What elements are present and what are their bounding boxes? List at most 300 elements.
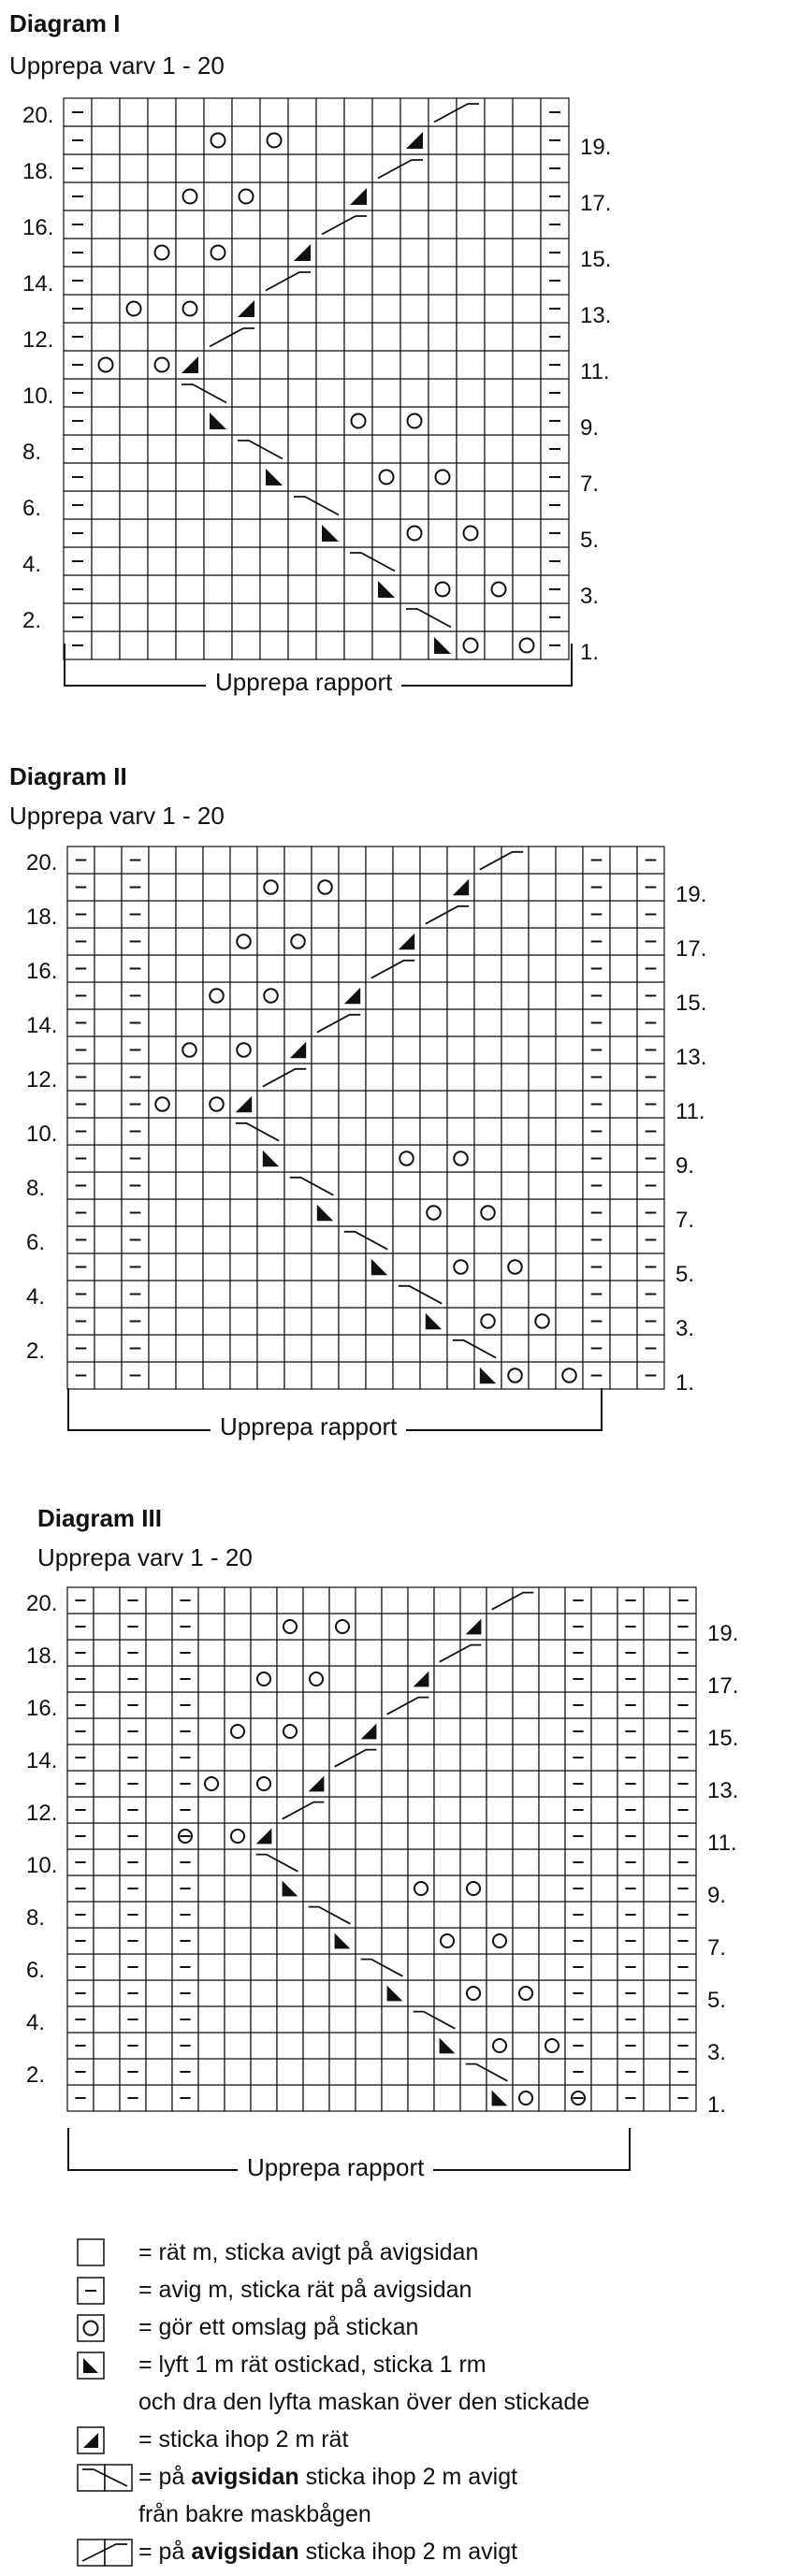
stitch-cell xyxy=(198,1692,225,1718)
stitch-cell xyxy=(204,210,232,239)
stitch-cell xyxy=(366,1036,393,1064)
legend-skpo-line2: och dra den lyfta maskan över den stickade xyxy=(138,2389,590,2415)
stitch-cell xyxy=(366,1145,393,1172)
stitch-cell xyxy=(457,407,485,435)
stitch-cell xyxy=(149,847,176,874)
stitch-cell xyxy=(198,1797,225,1823)
row-label-odd: 17. xyxy=(676,935,707,962)
stitch-cell xyxy=(312,1118,339,1145)
stitch-cell xyxy=(120,435,148,463)
row-label-even: 6. xyxy=(26,1230,46,1256)
stitch-cell xyxy=(539,2085,565,2111)
stitch-cell xyxy=(408,1587,434,1614)
stitch-cell xyxy=(257,1308,284,1335)
stitch-cell xyxy=(366,928,393,955)
stitch-cell xyxy=(225,1666,251,1692)
stitch-cell xyxy=(420,874,447,901)
stitch-cell xyxy=(429,154,457,182)
row-label-even: 10. xyxy=(26,1853,58,1879)
stitch-cell xyxy=(457,239,485,267)
stitch-cell xyxy=(513,435,541,463)
stitch-cell xyxy=(344,575,372,603)
stitch-cell xyxy=(539,1980,565,2006)
stitch-cell xyxy=(94,1640,120,1666)
legend-yarn-over: = gör ett omslag på stickan xyxy=(138,2314,419,2340)
stitch-cell xyxy=(232,463,260,491)
stitch-cell xyxy=(329,2033,356,2059)
stitch-cell xyxy=(149,1253,176,1281)
diagram-1-grid xyxy=(63,97,570,660)
row-label-even: 20. xyxy=(22,102,54,128)
stitch-cell xyxy=(447,982,474,1009)
stitch-cell xyxy=(225,1797,251,1823)
stitch-cell xyxy=(149,1064,176,1091)
stitch-cell xyxy=(277,1744,303,1771)
stitch-cell xyxy=(312,955,339,982)
stitch-cell xyxy=(94,1614,120,1640)
stitch-cell xyxy=(257,928,284,955)
row-label-odd: 7. xyxy=(580,471,600,497)
p2togtbl-symbol xyxy=(77,2464,133,2492)
stitch-cell xyxy=(460,1692,487,1718)
stitch-cell xyxy=(356,1614,382,1640)
stitch-cell xyxy=(408,1797,434,1823)
stitch-cell xyxy=(513,2006,539,2033)
stitch-cell xyxy=(339,1335,366,1362)
stitch-cell xyxy=(176,955,203,982)
stitch-cell xyxy=(372,519,400,547)
stitch-cell xyxy=(591,1692,617,1718)
stitch-cell xyxy=(556,955,583,982)
stitch-cell xyxy=(288,603,316,631)
stitch-cell xyxy=(644,1718,670,1744)
stitch-cell xyxy=(591,2006,617,2033)
stitch-cell xyxy=(203,847,230,874)
stitch-cell xyxy=(485,547,513,575)
stitch-cell xyxy=(382,1718,408,1744)
stitch-cell xyxy=(610,982,637,1009)
stitch-cell xyxy=(312,928,339,955)
stitch-cell xyxy=(316,435,344,463)
stitch-cell xyxy=(94,1091,122,1118)
stitch-cell xyxy=(284,874,312,901)
stitch-cell xyxy=(529,1118,556,1145)
stitch-cell xyxy=(288,575,316,603)
stitch-cell xyxy=(120,491,148,519)
row-label-odd: 19. xyxy=(707,1621,739,1647)
stitch-cell xyxy=(94,901,122,928)
stitch-cell xyxy=(501,1064,529,1091)
stitch-cell xyxy=(329,1823,356,1849)
stitch-cell xyxy=(225,1771,251,1797)
stitch-cell xyxy=(556,874,583,901)
stitch-cell xyxy=(356,1954,382,1980)
stitch-cell xyxy=(501,901,529,928)
stitch-cell xyxy=(366,1199,393,1226)
row-label-odd: 7. xyxy=(676,1207,695,1233)
stitch-cell xyxy=(429,547,457,575)
stitch-cell xyxy=(203,901,230,928)
stitch-cell xyxy=(344,603,372,631)
stitch-cell xyxy=(284,928,312,955)
stitch-cell xyxy=(316,98,344,126)
stitch-cell xyxy=(303,2085,329,2111)
stitch-cell xyxy=(230,982,257,1009)
yarn-over-symbol xyxy=(77,2314,105,2342)
stitch-cell xyxy=(501,982,529,1009)
row-label-even: 14. xyxy=(26,1013,58,1039)
stitch-cell xyxy=(148,407,176,435)
stitch-cell xyxy=(434,1875,460,1902)
stitch-cell xyxy=(429,126,457,154)
stitch-cell xyxy=(92,239,120,267)
stitch-cell xyxy=(393,955,420,982)
stitch-cell xyxy=(434,1928,460,1954)
stitch-cell xyxy=(485,463,513,491)
stitch-cell xyxy=(610,928,637,955)
stitch-cell xyxy=(146,1980,172,2006)
stitch-cell xyxy=(303,1823,329,1849)
stitch-cell xyxy=(356,1980,382,2006)
stitch-cell xyxy=(485,182,513,210)
stitch-cell xyxy=(485,491,513,519)
stitch-cell xyxy=(176,267,204,295)
stitch-cell xyxy=(400,435,429,463)
stitch-cell xyxy=(610,1226,637,1253)
stitch-cell xyxy=(393,1091,420,1118)
stitch-cell xyxy=(312,1064,339,1091)
stitch-cell xyxy=(94,1362,122,1389)
stitch-cell xyxy=(329,2085,356,2111)
stitch-cell xyxy=(434,1744,460,1771)
stitch-cell xyxy=(176,1335,203,1362)
stitch-cell xyxy=(203,1145,230,1172)
stitch-cell xyxy=(420,847,447,874)
stitch-cell xyxy=(94,982,122,1009)
stitch-cell xyxy=(198,1875,225,1902)
stitch-cell xyxy=(251,2033,277,2059)
stitch-cell xyxy=(485,379,513,407)
stitch-cell xyxy=(176,1145,203,1172)
stitch-cell xyxy=(316,267,344,295)
stitch-cell xyxy=(487,2006,513,2033)
stitch-cell xyxy=(501,1145,529,1172)
stitch-cell xyxy=(501,1362,529,1389)
stitch-cell xyxy=(92,547,120,575)
row-label-even: 16. xyxy=(26,1696,58,1722)
stitch-cell xyxy=(198,1928,225,1954)
stitch-cell xyxy=(408,2006,434,2033)
stitch-cell xyxy=(447,1281,474,1308)
stitch-cell xyxy=(400,323,429,351)
stitch-cell xyxy=(408,1614,434,1640)
stitch-cell xyxy=(529,1199,556,1226)
legend-k2tog: = sticka ihop 2 m rät xyxy=(138,2426,349,2453)
stitch-cell xyxy=(257,847,284,874)
stitch-cell xyxy=(277,1823,303,1849)
stitch-cell xyxy=(408,1718,434,1744)
diagram-1-repeat-label: Upprepa rapport xyxy=(206,668,401,697)
stitch-cell xyxy=(474,928,501,955)
stitch-cell xyxy=(372,210,400,239)
stitch-cell xyxy=(539,1954,565,1980)
stitch-cell xyxy=(460,1587,487,1614)
stitch-cell xyxy=(149,1308,176,1335)
stitch-cell xyxy=(344,407,372,435)
stitch-cell xyxy=(277,1587,303,1614)
stitch-cell xyxy=(316,295,344,323)
stitch-cell xyxy=(232,547,260,575)
stitch-cell xyxy=(288,98,316,126)
stitch-cell xyxy=(284,1281,312,1308)
stitch-cell xyxy=(288,463,316,491)
stitch-cell xyxy=(460,1980,487,2006)
stitch-cell xyxy=(176,491,204,519)
stitch-cell xyxy=(339,1281,366,1308)
stitch-cell xyxy=(429,575,457,603)
stitch-cell xyxy=(230,1036,257,1064)
stitch-cell xyxy=(94,1308,122,1335)
stitch-cell xyxy=(539,1797,565,1823)
stitch-cell xyxy=(329,1954,356,1980)
stitch-cell xyxy=(230,1064,257,1091)
stitch-cell xyxy=(644,1902,670,1928)
stitch-cell xyxy=(556,1172,583,1199)
stitch-cell xyxy=(400,575,429,603)
stitch-cell xyxy=(176,379,204,407)
stitch-cell xyxy=(420,1335,447,1362)
stitch-cell xyxy=(513,547,541,575)
stitch-cell xyxy=(429,295,457,323)
stitch-cell xyxy=(556,1145,583,1172)
legend-knit: = rät m, sticka avigt på avigsidan xyxy=(138,2239,479,2265)
stitch-cell xyxy=(344,267,372,295)
stitch-cell xyxy=(203,1199,230,1226)
stitch-cell xyxy=(92,519,120,547)
row-label-even: 20. xyxy=(26,1591,58,1617)
stitch-cell xyxy=(644,1980,670,2006)
row-label-odd: 5. xyxy=(580,528,600,553)
stitch-cell xyxy=(277,2033,303,2059)
stitch-cell xyxy=(513,407,541,435)
stitch-cell xyxy=(460,2085,487,2111)
stitch-cell xyxy=(146,2085,172,2111)
stitch-cell xyxy=(316,463,344,491)
stitch-cell xyxy=(487,1718,513,1744)
stitch-cell xyxy=(556,982,583,1009)
stitch-cell xyxy=(303,1692,329,1718)
stitch-cell xyxy=(372,603,400,631)
stitch-cell xyxy=(457,379,485,407)
stitch-cell xyxy=(260,182,288,210)
stitch-cell xyxy=(485,295,513,323)
stitch-cell xyxy=(94,1744,120,1771)
stitch-cell xyxy=(513,1849,539,1875)
stitch-cell xyxy=(591,1823,617,1849)
stitch-cell xyxy=(260,547,288,575)
stitch-cell xyxy=(372,491,400,519)
stitch-cell xyxy=(92,98,120,126)
legend-p2togtbl: = på avigsidan sticka ihop 2 m avigt xyxy=(138,2464,518,2490)
row-label-odd: 19. xyxy=(676,881,707,907)
stitch-cell xyxy=(400,491,429,519)
stitch-cell xyxy=(257,901,284,928)
stitch-cell xyxy=(513,575,541,603)
stitch-cell xyxy=(591,1928,617,1954)
stitch-cell xyxy=(316,547,344,575)
stitch-cell xyxy=(460,1902,487,1928)
stitch-cell xyxy=(539,1587,565,1614)
stitch-cell xyxy=(94,1823,120,1849)
stitch-cell xyxy=(225,2006,251,2033)
stitch-cell xyxy=(529,955,556,982)
stitch-cell xyxy=(610,1172,637,1199)
row-label-even: 18. xyxy=(26,1643,58,1670)
stitch-cell xyxy=(429,182,457,210)
stitch-cell xyxy=(513,182,541,210)
stitch-cell xyxy=(372,435,400,463)
stitch-cell xyxy=(339,1308,366,1335)
stitch-cell xyxy=(457,575,485,603)
stitch-cell xyxy=(232,126,260,154)
stitch-cell xyxy=(408,1692,434,1718)
stitch-cell xyxy=(513,239,541,267)
stitch-cell xyxy=(529,1064,556,1091)
stitch-cell xyxy=(356,1875,382,1902)
stitch-cell xyxy=(529,1091,556,1118)
stitch-cell xyxy=(344,351,372,379)
stitch-cell xyxy=(232,267,260,295)
stitch-cell xyxy=(529,1281,556,1308)
stitch-cell xyxy=(513,1954,539,1980)
stitch-cell xyxy=(513,379,541,407)
stitch-cell xyxy=(92,126,120,154)
stitch-cell xyxy=(288,407,316,435)
stitch-cell xyxy=(312,1335,339,1362)
stitch-cell xyxy=(556,1253,583,1281)
stitch-cell xyxy=(344,126,372,154)
row-label-odd: 9. xyxy=(707,1883,727,1909)
stitch-cell xyxy=(356,1771,382,1797)
stitch-cell xyxy=(203,1118,230,1145)
stitch-cell xyxy=(203,1064,230,1091)
stitch-cell xyxy=(204,435,232,463)
stitch-cell xyxy=(339,1118,366,1145)
row-label-odd: 1. xyxy=(676,1369,695,1396)
stitch-cell xyxy=(120,547,148,575)
stitch-cell xyxy=(501,1199,529,1226)
p2tog-symbol xyxy=(77,2539,133,2567)
stitch-cell xyxy=(176,519,204,547)
stitch-cell xyxy=(457,323,485,351)
stitch-cell xyxy=(148,323,176,351)
purl-symbol xyxy=(77,2277,105,2305)
stitch-cell xyxy=(339,874,366,901)
stitch-cell xyxy=(591,1771,617,1797)
stitch-cell xyxy=(232,154,260,182)
stitch-cell xyxy=(303,2006,329,2033)
stitch-cell xyxy=(92,575,120,603)
stitch-cell xyxy=(257,1009,284,1036)
stitch-cell xyxy=(372,463,400,491)
stitch-cell xyxy=(408,1980,434,2006)
stitch-cell xyxy=(230,1362,257,1389)
stitch-cell xyxy=(429,351,457,379)
stitch-cell xyxy=(176,1172,203,1199)
stitch-cell xyxy=(303,1614,329,1640)
stitch-cell xyxy=(460,1849,487,1875)
stitch-cell xyxy=(447,928,474,955)
stitch-cell xyxy=(312,1036,339,1064)
stitch-cell xyxy=(501,1036,529,1064)
stitch-cell xyxy=(556,1362,583,1389)
stitch-cell xyxy=(447,1226,474,1253)
stitch-cell xyxy=(176,1226,203,1253)
stitch-cell xyxy=(257,1253,284,1281)
stitch-cell xyxy=(400,547,429,575)
stitch-cell xyxy=(501,1009,529,1036)
diagram-2-subtitle: Upprepa varv 1 - 20 xyxy=(9,802,225,830)
stitch-cell xyxy=(303,1744,329,1771)
stitch-cell xyxy=(485,239,513,267)
stitch-cell xyxy=(92,210,120,239)
stitch-cell xyxy=(94,2059,120,2085)
stitch-cell xyxy=(400,519,429,547)
stitch-cell xyxy=(176,1064,203,1091)
stitch-cell xyxy=(148,519,176,547)
stitch-cell xyxy=(260,491,288,519)
stitch-cell xyxy=(457,519,485,547)
stitch-cell xyxy=(303,2059,329,2085)
stitch-cell xyxy=(556,1009,583,1036)
stitch-cell xyxy=(288,323,316,351)
stitch-cell xyxy=(198,1640,225,1666)
stitch-cell xyxy=(408,1928,434,1954)
row-label-even: 18. xyxy=(22,158,54,184)
row-label-even: 14. xyxy=(22,270,54,297)
stitch-cell xyxy=(344,154,372,182)
stitch-cell xyxy=(539,1771,565,1797)
stitch-cell xyxy=(539,1718,565,1744)
stitch-cell xyxy=(382,2033,408,2059)
stitch-cell xyxy=(474,982,501,1009)
stitch-cell xyxy=(284,1253,312,1281)
stitch-cell xyxy=(513,1771,539,1797)
stitch-cell xyxy=(176,126,204,154)
stitch-cell xyxy=(260,407,288,435)
stitch-cell xyxy=(260,603,288,631)
stitch-cell xyxy=(366,1281,393,1308)
stitch-cell xyxy=(408,1954,434,1980)
stitch-cell xyxy=(204,575,232,603)
stitch-cell xyxy=(591,2085,617,2111)
stitch-cell xyxy=(393,1064,420,1091)
stitch-cell xyxy=(146,1954,172,1980)
stitch-cell xyxy=(94,955,122,982)
stitch-cell xyxy=(284,1118,312,1145)
stitch-cell xyxy=(487,1797,513,1823)
stitch-cell xyxy=(447,1199,474,1226)
stitch-cell xyxy=(204,351,232,379)
stitch-cell xyxy=(344,491,372,519)
stitch-cell xyxy=(94,2006,120,2033)
stitch-cell xyxy=(644,1666,670,1692)
stitch-cell xyxy=(203,1308,230,1335)
stitch-cell xyxy=(225,1875,251,1902)
stitch-cell xyxy=(356,1587,382,1614)
stitch-cell xyxy=(529,1308,556,1335)
stitch-cell xyxy=(146,1823,172,1849)
